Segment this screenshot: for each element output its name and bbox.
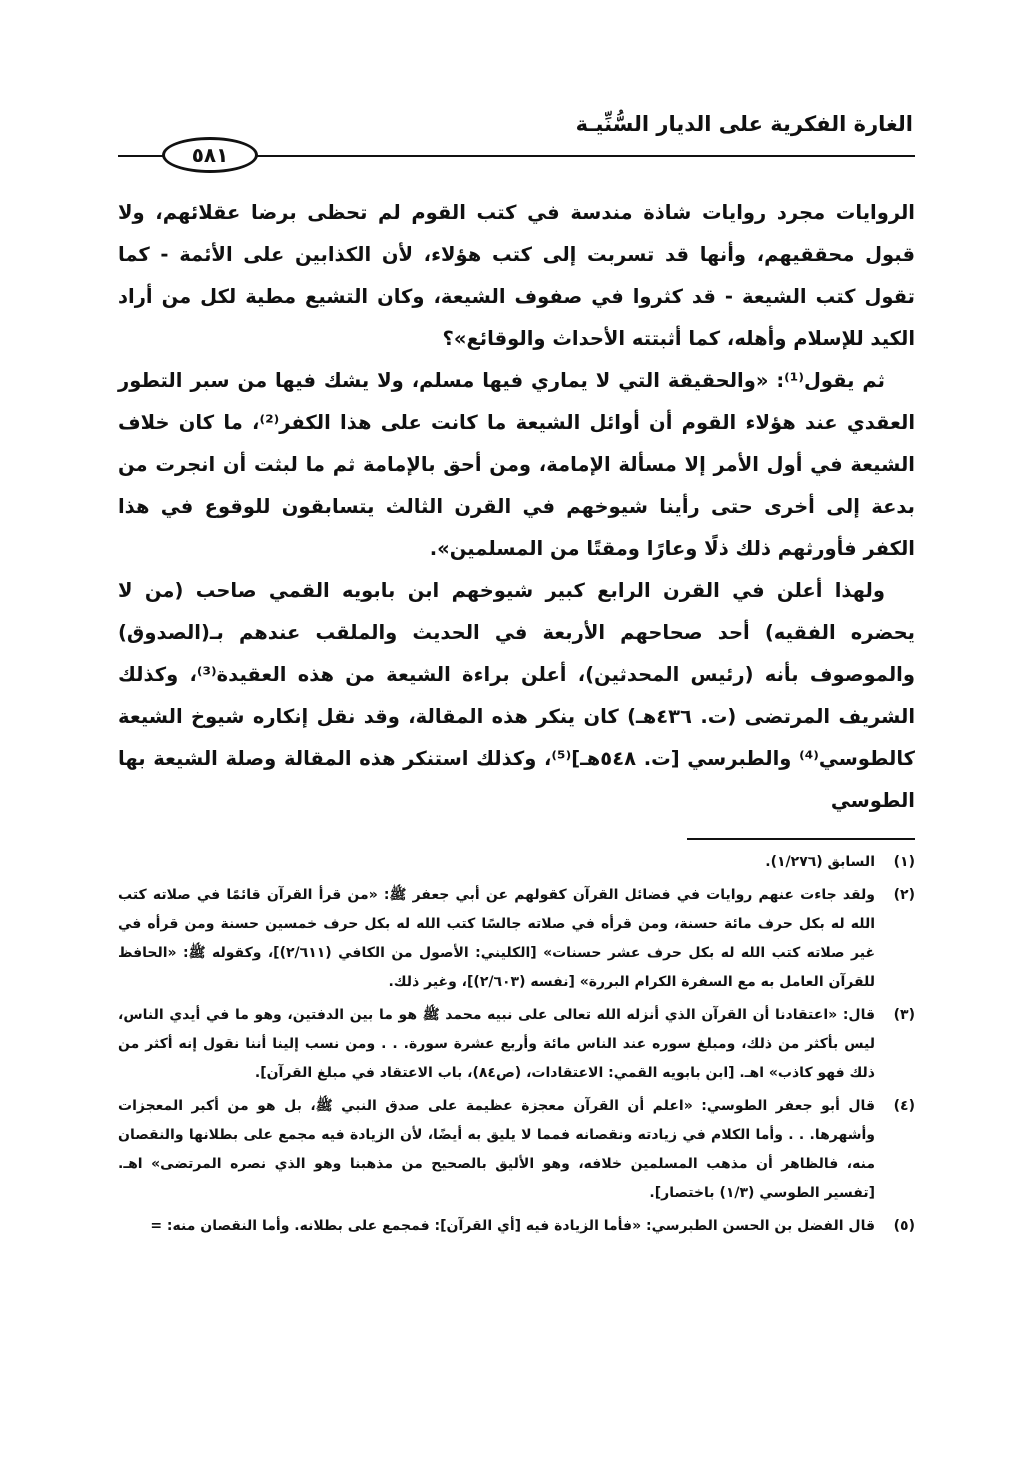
footnote-3 bbox=[118, 1001, 915, 1088]
footnote-5 bbox=[118, 1212, 915, 1241]
footnote-1 bbox=[118, 848, 915, 877]
footnote-number: (٥) bbox=[893, 1218, 915, 1234]
footnote-4 bbox=[118, 1092, 915, 1208]
page-number: ٥٨١ bbox=[191, 143, 229, 167]
paragraph-1: الروايات مجرد روايات شاذة مندسة في كتب القوم لم تحظى برضا عقلائهم، ولا قبول محققيهم، وأنها قد تسربت إلى كتب هؤلاء، لأن الكذابين على الأئمة - كما تقول كتب الشيعة - قد كثروا في صفوف الشيعة، وكان التشيع مطية لكل من أراد الكيد للإسلام وأهله، كما أثبتته الأحداث والوقائع»؟ bbox=[118, 201, 915, 350]
footnote-text: السابق (١/٢٧٦). bbox=[765, 854, 875, 870]
footnote-number: (٢) bbox=[893, 887, 915, 903]
footnote-text: ولقد جاءت عنهم روايات في فضائل القرآن كقولهم عن أبي جعفر ﷺ: «من قرأ القرآن قائمًا في صلاته كتب الله له بكل حرف مائة حسنة، ومن قرأه في صلاته جالسًا كتب الله له بكل حرف خمسين حسنة ومن قرأه في غير صلاته كتب الله له بكل حرف عشر حسنات» [الكليني: الأصول من الكافي (٢/٦١١)]، وكقوله ﷺ: «الحافظ للقرآن العامل به مع السفرة الكرام البررة» [نفسه (٢/٦٠٣)]، وغير ذلك. bbox=[118, 887, 876, 990]
footnote-number: (١) bbox=[893, 854, 915, 870]
footnote-text: قال الفضل بن الحسن الطبرسي: «فأما الزيادة فيه [أي القرآن]: فمجمع على بطلانه. وأما النقصان منه: = bbox=[150, 1218, 875, 1234]
footnote-2 bbox=[118, 881, 915, 997]
page-number-badge bbox=[162, 137, 258, 173]
running-header-title: الغارة الفكرية على الديار السُّنِّيـة bbox=[575, 112, 913, 136]
main-text bbox=[118, 192, 915, 822]
paragraph-2: ثم يقول⁽¹⁾: «والحقيقة التي لا يماري فيها مسلم، ولا يشك فيها من سبر التطور العقدي عند هؤلاء القوم أن أوائل الشيعة ما كانت على هذا الكفر⁽²⁾، ما كان خلاف الشيعة في أول الأمر إلا مسألة الإمامة، ومن أحق بالإمامة ثم ما لبثت أن انجرت من بدعة إلى أخرى حتى رأينا شيوخهم في القرن الثالث يتسابقون للوقوع في هذا الكفر فأورثهم ذلك ذلًا وعارًا ومقتًا من المسلمين». bbox=[118, 369, 916, 560]
footnote-number: (٣) bbox=[893, 1007, 915, 1023]
footnote-number: (٤) bbox=[893, 1098, 915, 1114]
footnote-separator bbox=[687, 838, 915, 840]
footnote-text: قال: «اعتقادنا أن القرآن الذي أنزله الله تعالى على نبيه محمد ﷺ هو ما بين الدفتين، وهو ما في أيدي الناس، ليس بأكثر من ذلك، ومبلغ سوره عند الناس مائة وأربع عشرة سورة. . . ومن نسب إلينا أننا نقول إنه أكثر من ذلك فهو كاذب» اهـ. [ابن بابويه القمي: الاعتقادات، (ص٨٤)، باب الاعتقاد في مبلغ القرآن]. bbox=[118, 1007, 875, 1081]
footnote-text: قال أبو جعفر الطوسي: «اعلم أن القرآن معجزة عظيمة على صدق النبي ﷺ، بل هو من أكبر المعجزات وأشهرها. . . وأما الكلام في زيادته ونقصانه فمما لا يليق به أيضًا، لأن الزيادة فيه مجمع على بطلانها والنقصان منه، فالظاهر أن مذهب المسلمين خلافه، وهو الأليق بالصحيح من مذهبنا وهو الذي نصره المرتضى» اهـ. [تفسير الطوسي (١/٣) باختصار]. bbox=[118, 1098, 875, 1201]
footnotes bbox=[118, 848, 915, 1245]
paragraph-3: ولهذا أعلن في القرن الرابع كبير شيوخهم ابن بابويه القمي صاحب (من لا يحضره الفقيه) أحد صحاحهم الأربعة في الحديث والملقب عندهم بـ(الصدوق) والموصوف بأنه (رئيس المحدثين)، أعلن براءة الشيعة من هذه العقيدة⁽³⁾، وكذلك الشريف المرتضى (ت. ٤٣٦هـ) كان ينكر هذه المقالة، وقد نقل إنكاره شيوخ الشيعة كالطوسي⁽⁴⁾ والطبرسي [ت. ٥٤٨هـ]⁽⁵⁾، وكذلك استنكر هذه المقالة وصلة الشيعة بها الطوسي bbox=[118, 579, 916, 812]
